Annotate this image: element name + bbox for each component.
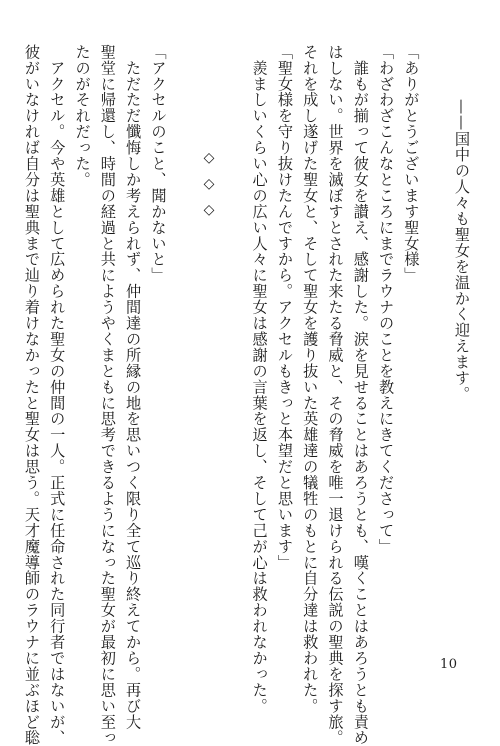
text-line: アクセル。今や英雄として広められた聖女の仲間の一人。正式に任命された同行者ではないが、 bbox=[48, 44, 67, 746]
text-line: 聖堂に帰還し、時間の経過と共にようやくまともに思考できるようになった聖女が最初に思い至っ bbox=[98, 44, 117, 746]
text-line: 羨ましいくらい心の広い人々に聖女は感謝の言葉を返し、そして己が心は救われなかった。 bbox=[250, 44, 269, 714]
text-line: それを成し遂げた聖女と、そして聖女を護り抜いた英雄達の犠牲のもとに自分達は救われた。 bbox=[301, 44, 320, 714]
text-line: ——国中の人々も聖女を温かく迎えます。 bbox=[453, 98, 471, 402]
text-line: はしない。世界を滅ぼすとされた来たる脅威と、その脅威を唯一退けられる伝説の聖典を探す旅。 bbox=[326, 44, 345, 746]
text-line: 「ありがとうございます聖女様」 bbox=[402, 44, 421, 284]
blank-line bbox=[170, 44, 195, 644]
text-line: たのがそれだった。 bbox=[73, 44, 92, 188]
text-line: 「わざわざこんなところにまでラウナのことを教えにきてくださって」 bbox=[377, 44, 396, 555]
section-break-diamonds: ◇◇◇ bbox=[201, 150, 218, 229]
blank-line bbox=[221, 44, 246, 644]
text-line: 彼がいなければ自分は聖典まで辿り着けなかったと聖女は思う。天才魔導師のラウナに並ぶほど聡 bbox=[22, 44, 41, 746]
text-line: 誰もが揃って彼女を讃え、感謝した。涙を見せることはあろうとも、嘆くことはあろうとも責め bbox=[351, 44, 370, 746]
blank-line bbox=[423, 44, 448, 644]
text-line: 「聖女様を守り抜けたんですから。アクセルもきっと本望だと思います」 bbox=[275, 44, 294, 571]
text-line: 「アクセルのこと、聞かないと」 bbox=[149, 44, 168, 284]
text-line: ただただ懺悔しか考えられず、仲間達の所縁の地を思いつく限り全て巡り終えてから。再び大 bbox=[124, 44, 143, 730]
page-number: 10 bbox=[440, 657, 458, 672]
